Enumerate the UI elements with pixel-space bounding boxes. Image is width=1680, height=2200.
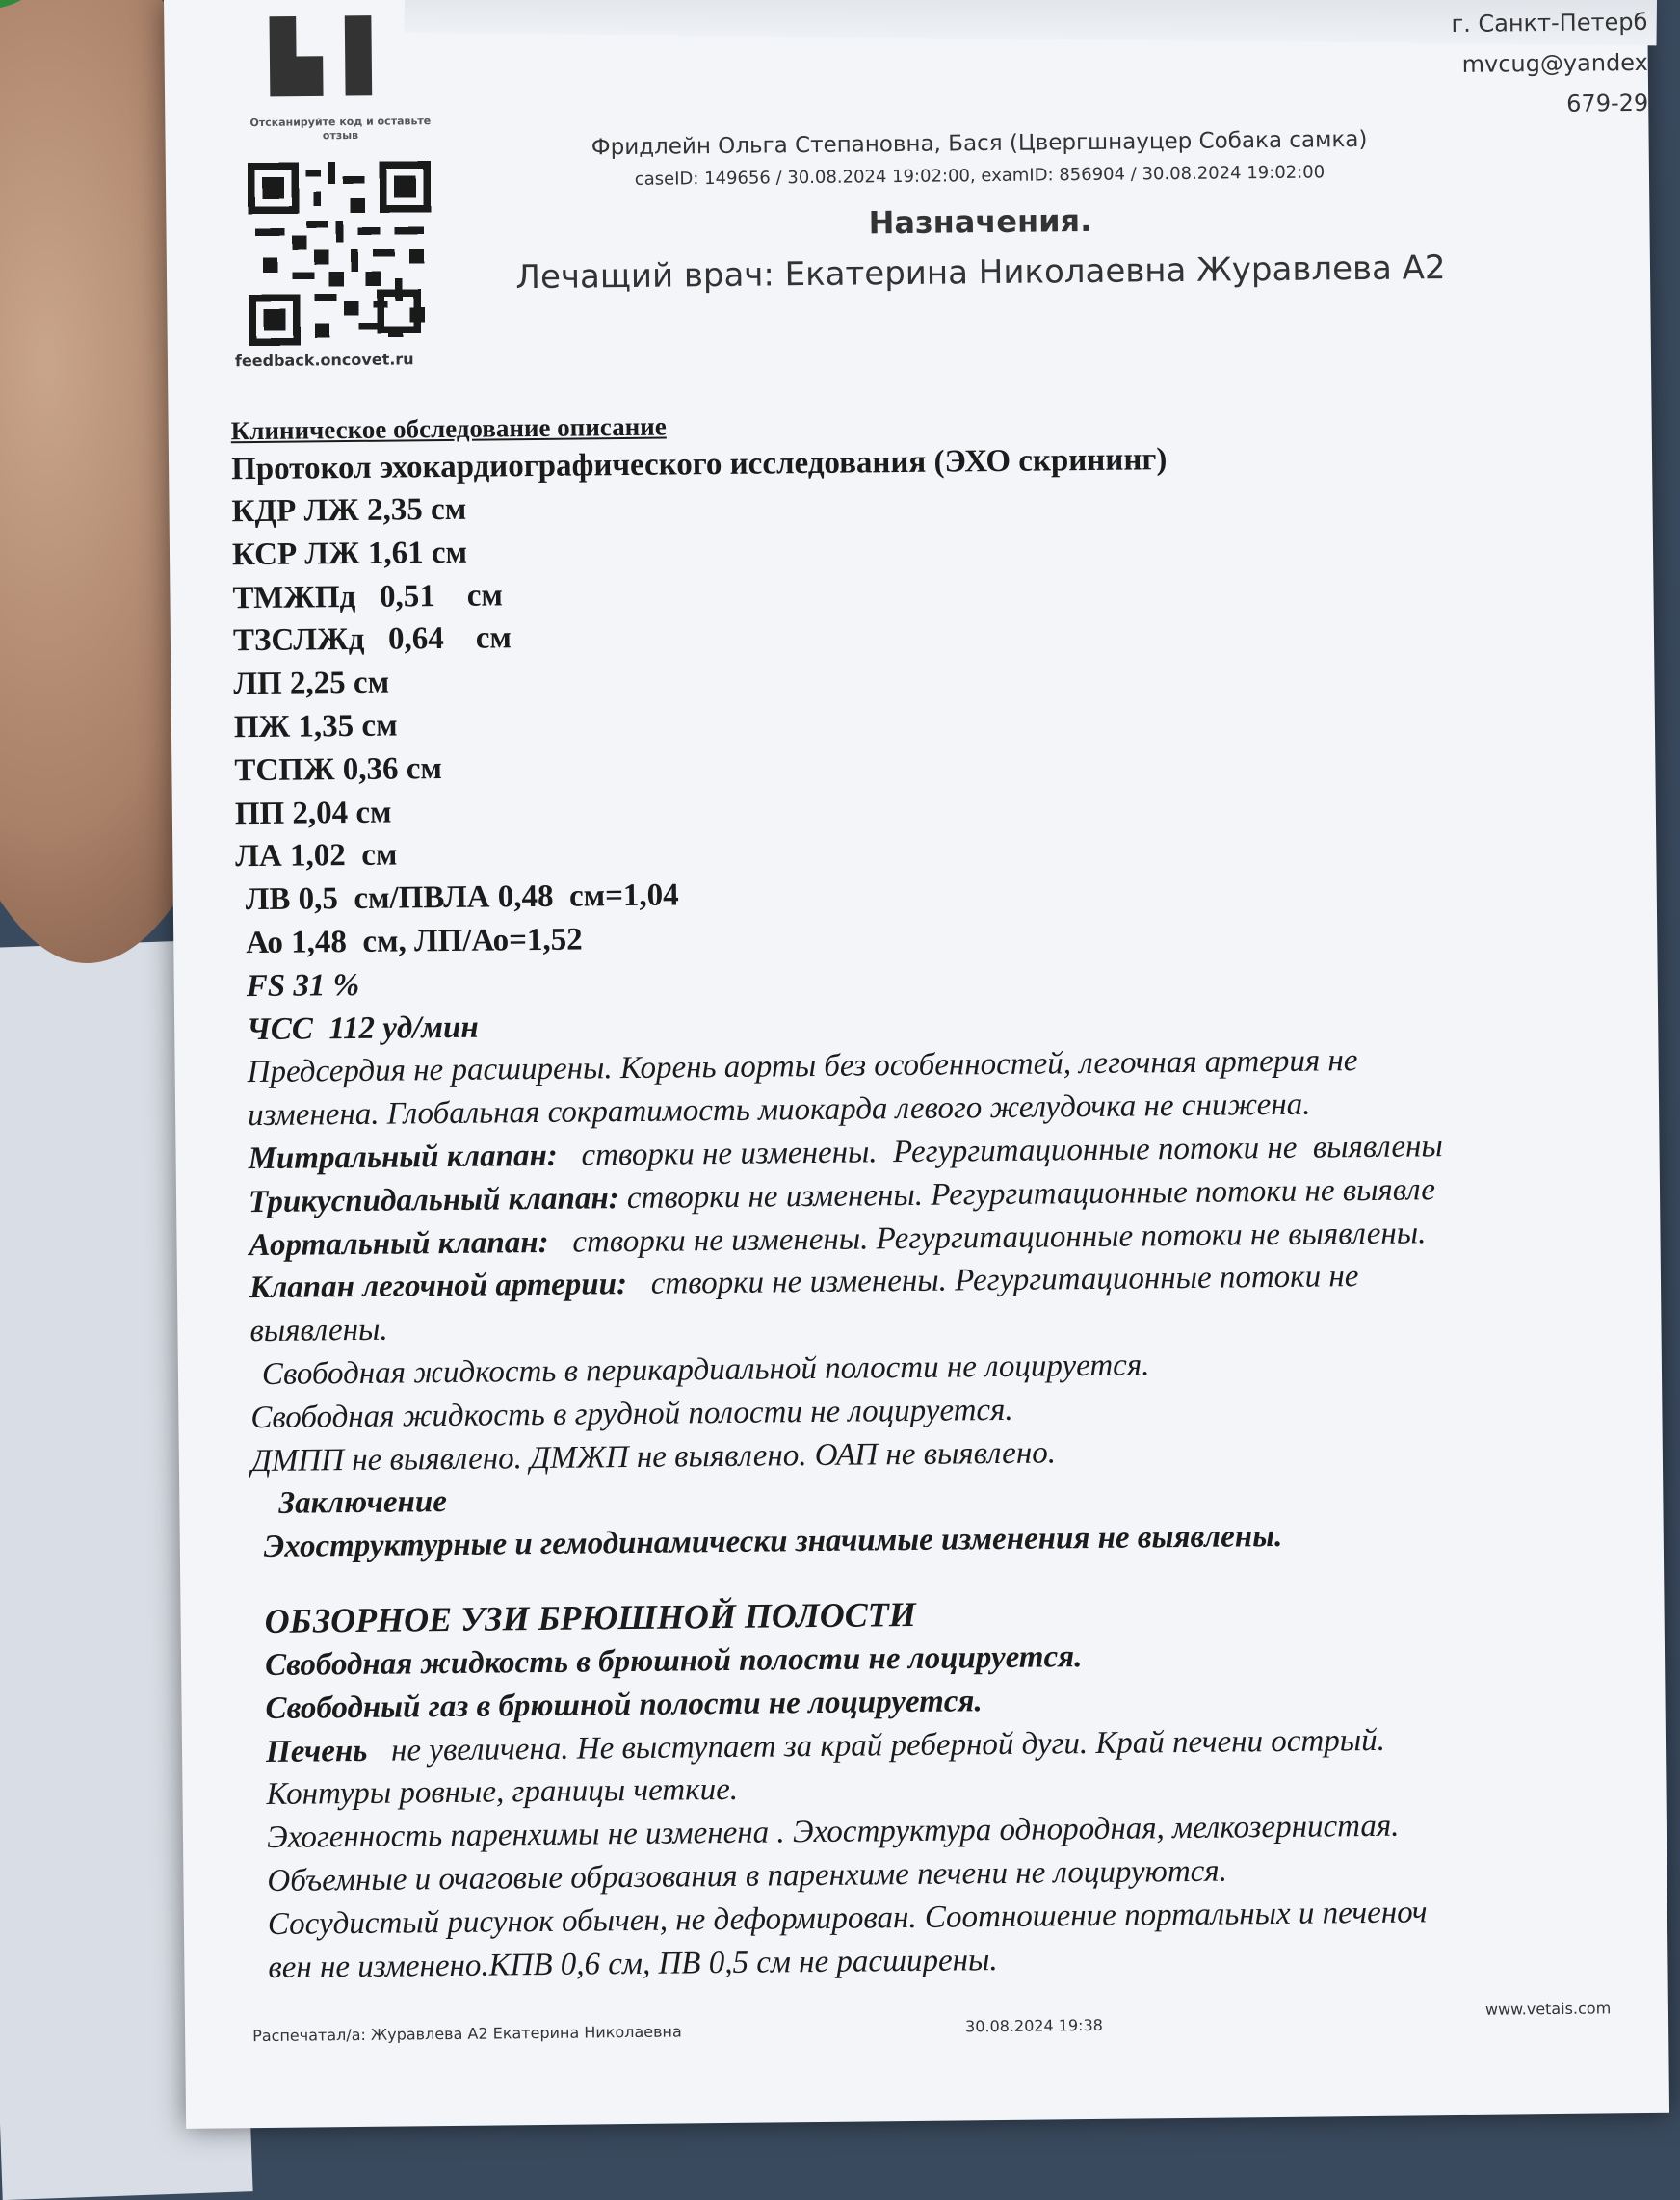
paragraph-line: изменена. Глобальная сократимость миокарда левого желудочка не снижена. [247,1087,1311,1134]
ultrasound-title: ОБЗОРНОЕ УЗИ БРЮШНОЙ ПОЛОСТИ [264,1594,916,1640]
printed-document [164,0,1669,2129]
heart-rate-value: ЧСС 112 уд/мин [247,1009,479,1047]
measurement-row: ТСПЖ 0,36 см [234,750,443,789]
measurement-row: КСР ЛЖ 1,61 см [231,535,468,573]
pulmonary-label: Клапан легочной артерии: [249,1267,628,1306]
aortic-label: Аортальный клапан: [249,1224,549,1263]
clinic-logo-mark: ▙ ▌ [270,15,399,96]
measurement-row: ТМЖПд 0,51 см [232,577,504,615]
conclusion-text: Эхоструктурные и гемодинамически значимые изменения не выявлены. [263,1519,1283,1565]
patient-line: Фридлейн Ольга Степановна, Бася (Цвергшнауцер Собака самка) [591,126,1368,161]
liver-echogenicity-line: Эхогенность паренхимы не изменена . Эхоструктура однородная, мелкозернистая. [266,1808,1400,1856]
paragraph-line: Предсердия не расширены. Корень аорты без особенностей, легочная артерия не [247,1043,1358,1090]
tricuspid-label: Трикуспидальный клапан: [248,1180,619,1219]
measurement-row: ТЗСЛЖд 0,64 см [232,620,512,659]
document-title: Назначения. [868,201,1092,242]
conclusion-label: Заключение [278,1484,448,1522]
document-header [455,125,1507,297]
printed-by: Распечатал/а: Журавлева А2 Екатерина Николаевна [252,2022,682,2046]
abdominal-gas-line: Свободный газ в брюшной полости не лоцируется. [265,1683,983,1726]
contact-city: г. Санкт-Петерб [1451,8,1648,39]
defects-line: ДМПП не выявлено. ДМЖП не выявлено. ОАП не выявлено. [250,1434,1057,1479]
case-ids-line: caseID: 149656 / 30.08.2024 19:02:00, examID: 856904 / 30.08.2024 19:02:00 [634,162,1326,190]
liver-label: Печень [265,1733,368,1769]
qr-code[interactable] [243,161,437,346]
fingernail [0,0,39,10]
abdominal-fluid-line: Свободная жидкость в брюшной полости не лоцируется. [264,1639,1083,1683]
fs-value: FS 31 % [246,967,360,1004]
aortic-text: створки не изменены. Регургитационные потоки не выявлены. [548,1215,1427,1260]
section-label: Клиническое обследование описание [230,411,667,446]
mitral-text: створки не изменены. Регургитационные потоки не выявлены [557,1129,1443,1173]
document-footer [252,1999,1659,2046]
paragraph-line: выявлены. [249,1312,388,1349]
document-body [230,399,1672,1990]
contact-phone: 679-29 [1566,89,1649,118]
protocol-title: Протокол эхокардиографического исследования (ЭХО скрининг) [230,442,1168,487]
printed-at: 30.08.2024 19:38 [964,2015,1103,2036]
qr-caption: Отсканируйте код и оставьте отзыв [249,115,432,143]
clinic-contacts [1358,2,1648,126]
liver-contours-line: Контуры ровные, границы четкие. [266,1772,739,1813]
measurement-row: ЛВ 0,5 см/ПВЛА 0,48 см=1,04 [245,877,679,918]
chest-fluid-line: Свободная жидкость в грудной полости не лоцируется. [250,1392,1013,1435]
vendor-site[interactable]: www.vetais.com [1484,1999,1612,2019]
mitral-label: Митральный клапан: [248,1138,558,1177]
qr-url[interactable]: feedback.oncovet.ru [234,350,414,371]
measurement-row: ЛП 2,25 см [233,665,390,702]
measurement-row: ПЖ 1,35 см [233,708,398,746]
pericardial-fluid-line: Свободная жидкость в перикардиальной полости не лоцируется. [261,1348,1150,1392]
liver-text: не увеличена. Не выступает за край реберной дуги. Край печени острый. [367,1722,1386,1768]
doctor-line: Лечащий врач: Екатерина Николаевна Журавлева А2 [515,249,1446,298]
liver-vessels-line: Сосудистый рисунок обычен, не деформирован. Соотношение портальных и печеноч [267,1895,1428,1942]
tricuspid-text: створки не изменены. Регургитационные потоки не выявле [618,1171,1436,1216]
liver-veins-line: вен не изменено.КПВ 0,6 см, ПВ 0,5 см не расширены. [268,1942,998,1985]
pulmonary-text: створки не изменены. Регургитационные потоки не [626,1259,1359,1302]
measurement-row: ПП 2,04 см [234,795,392,831]
liver-lesions-line: Объемные и очаговые образования в паренхиме печени не лоцируются. [267,1853,1228,1899]
measurement-row: Ао 1,48 см, ЛП/Ао=1,52 [246,922,583,961]
measurement-row: КДР ЛЖ 2,35 см [231,491,467,530]
contact-email[interactable]: mvcug@yandex [1461,48,1648,78]
measurement-row: ЛА 1,02 см [235,837,398,875]
